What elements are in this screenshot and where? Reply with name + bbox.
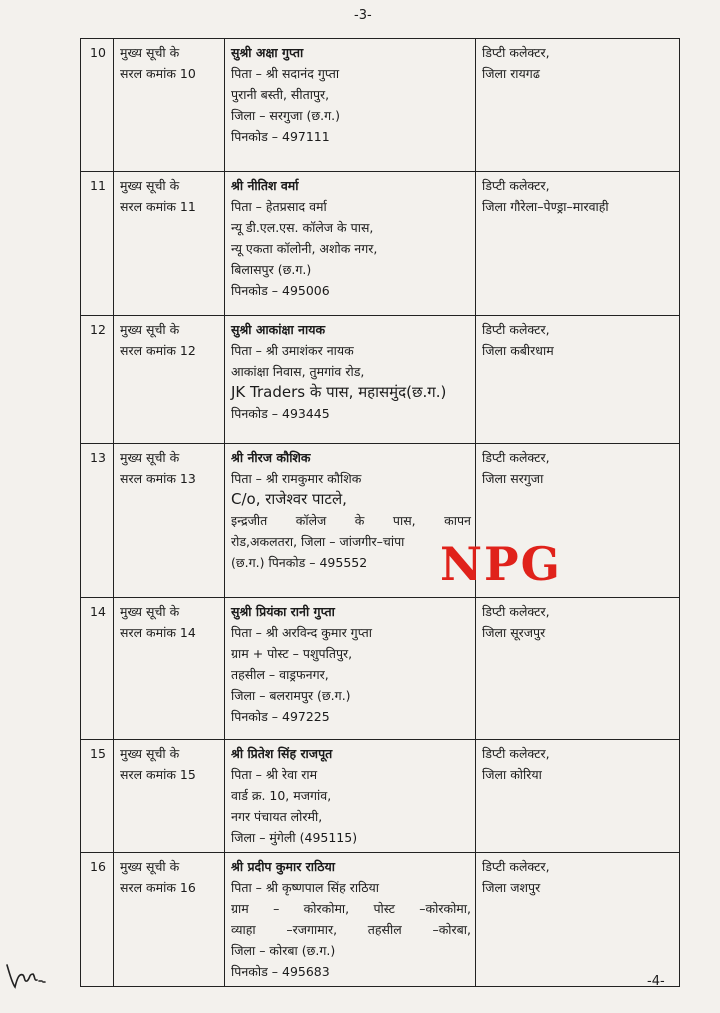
reference-line: मुख्य सूची के	[120, 45, 180, 60]
candidate-name: श्री नीरज कौशिक	[231, 450, 311, 465]
address-line: पिनकोड – 497225	[231, 709, 330, 724]
main-list-reference	[114, 444, 225, 598]
candidate-details	[225, 598, 476, 740]
address-line: न्यू एकता कॉलोनी, अशोक नगर,	[231, 241, 378, 256]
address-line: (छ.ग.) पिनकोड – 495552	[231, 555, 368, 570]
officer-posting-table	[80, 38, 680, 987]
address-line: ग्राम – कोरकोमा, पोस्ट –कोरकोमा,	[231, 901, 471, 916]
table-row	[81, 316, 680, 444]
posting-details	[476, 740, 680, 853]
posting-details	[476, 172, 680, 316]
reference-line: सरल कमांक 12	[120, 343, 196, 358]
address-line: इन्द्रजीत कॉलेज के पास, कापन	[231, 513, 471, 528]
main-list-reference	[114, 172, 225, 316]
address-line: C/o, राजेश्वर पाटले,	[231, 490, 347, 508]
post-title: डिप्टी कलेक्टर,	[482, 322, 550, 337]
post-title: डिप्टी कलेक्टर,	[482, 450, 550, 465]
candidate-name: श्री प्रदीप कुमार राठिया	[231, 859, 335, 874]
serial-number: 16	[81, 853, 114, 987]
candidate-details	[225, 444, 476, 598]
posting-details	[476, 853, 680, 987]
candidate-details	[225, 316, 476, 444]
candidate-details	[225, 172, 476, 316]
page-number-top: -3-	[354, 8, 372, 23]
address-line: जिला – बलरामपुर (छ.ग.)	[231, 688, 351, 703]
post-district: जिला सरगुजा	[482, 471, 544, 486]
post-district: जिला कबीरधाम	[482, 343, 554, 358]
address-line: पिता – श्री उमाशंकर नायक	[231, 343, 354, 358]
address-line: पिता – श्री रामकुमार कौशिक	[231, 471, 362, 486]
serial-number: 12	[81, 316, 114, 444]
table-row	[81, 598, 680, 740]
reference-line: मुख्य सूची के	[120, 322, 180, 337]
address-line: पिता – श्री कृष्णपाल सिंह राठिया	[231, 880, 380, 895]
candidate-details	[225, 39, 476, 172]
address-line: पिता – श्री रेवा राम	[231, 767, 318, 782]
address-line: JK Traders के पास, महासमुंद(छ.ग.)	[231, 383, 447, 401]
reference-line: सरल कमांक 11	[120, 199, 196, 214]
address-line: जिला – सरगुजा (छ.ग.)	[231, 108, 341, 123]
post-district: जिला गौरेला–पेण्ड्रा–मारवाही	[482, 199, 609, 214]
posting-details	[476, 316, 680, 444]
post-title: डिप्टी कलेक्टर,	[482, 178, 550, 193]
post-district: जिला कोरिया	[482, 767, 542, 782]
reference-line: सरल कमांक 15	[120, 767, 196, 782]
npg-watermark: NPG	[440, 537, 562, 591]
reference-line: मुख्य सूची के	[120, 859, 180, 874]
address-line: जिला – कोरबा (छ.ग.)	[231, 943, 336, 958]
address-line: पिनकोड – 497111	[231, 129, 330, 144]
serial-number: 10	[81, 39, 114, 172]
reference-line: मुख्य सूची के	[120, 746, 180, 761]
post-district: जिला रायगढ	[482, 66, 540, 81]
main-list-reference	[114, 598, 225, 740]
candidate-details	[225, 853, 476, 987]
table-row	[81, 172, 680, 316]
table-row	[81, 444, 680, 598]
reference-line: मुख्य सूची के	[120, 450, 180, 465]
serial-number: 14	[81, 598, 114, 740]
page-number-bottom: -4-	[647, 974, 665, 989]
address-line: तहसील – वाड्रफनगर,	[231, 667, 329, 682]
candidate-name: सुश्री आकांक्षा नायक	[231, 322, 326, 337]
main-list-reference	[114, 740, 225, 853]
reference-line: मुख्य सूची के	[120, 604, 180, 619]
serial-number: 15	[81, 740, 114, 853]
address-line: वार्ड क्र. 10, मजगांव,	[231, 788, 332, 803]
reference-line: सरल कमांक 10	[120, 66, 196, 81]
post-title: डिप्टी कलेक्टर,	[482, 45, 550, 60]
address-line: पिनकोड – 493445	[231, 406, 330, 421]
address-line: व्याहा –रजगामार, तहसील –कोरबा,	[231, 922, 471, 937]
post-title: डिप्टी कलेक्टर,	[482, 604, 550, 619]
candidate-name: सुश्री प्रियंका रानी गुप्ता	[231, 604, 335, 619]
table-row	[81, 39, 680, 172]
post-title: डिप्टी कलेक्टर,	[482, 746, 550, 761]
address-line: पिनकोड – 495006	[231, 283, 330, 298]
main-list-reference	[114, 39, 225, 172]
table-row	[81, 740, 680, 853]
post-district: जिला जशपुर	[482, 880, 541, 895]
main-list-reference	[114, 853, 225, 987]
address-line: पिनकोड – 495683	[231, 964, 330, 979]
candidate-name: श्री नीतिश वर्मा	[231, 178, 299, 193]
address-line: पिता – श्री अरविन्द कुमार गुप्ता	[231, 625, 372, 640]
posting-details	[476, 598, 680, 740]
reference-line: मुख्य सूची के	[120, 178, 180, 193]
address-line: रोड,अकलतरा, जिला – जांजगीर–चांपा	[231, 534, 405, 549]
address-line: पिता – हेतप्रसाद वर्मा	[231, 199, 327, 214]
reference-line: सरल कमांक 13	[120, 471, 196, 486]
candidate-details	[225, 740, 476, 853]
reference-line: सरल कमांक 14	[120, 625, 196, 640]
reference-line: सरल कमांक 16	[120, 880, 196, 895]
main-list-reference	[114, 316, 225, 444]
serial-number: 11	[81, 172, 114, 316]
posting-details	[476, 39, 680, 172]
signature-initials	[4, 957, 48, 991]
address-line: पिता – श्री सदानंद गुप्ता	[231, 66, 340, 81]
address-line: नगर पंचायत लोरमी,	[231, 809, 323, 824]
address-line: ग्राम + पोस्ट – पशुपतिपुर,	[231, 646, 353, 661]
address-line: न्यू डी.एल.एस. कॉलेज के पास,	[231, 220, 374, 235]
address-line: पुरानी बस्ती, सीतापुर,	[231, 87, 330, 102]
post-title: डिप्टी कलेक्टर,	[482, 859, 550, 874]
candidate-name: श्री प्रितेश सिंह राजपूत	[231, 746, 333, 761]
serial-number: 13	[81, 444, 114, 598]
address-line: जिला – मुंगेली (495115)	[231, 830, 358, 845]
table-row	[81, 853, 680, 987]
post-district: जिला सूरजपुर	[482, 625, 546, 640]
address-line: बिलासपुर (छ.ग.)	[231, 262, 312, 277]
address-line: आकांक्षा निवास, तुमगांव रोड,	[231, 364, 365, 379]
candidate-name: सुश्री अक्षा गुप्ता	[231, 45, 304, 60]
